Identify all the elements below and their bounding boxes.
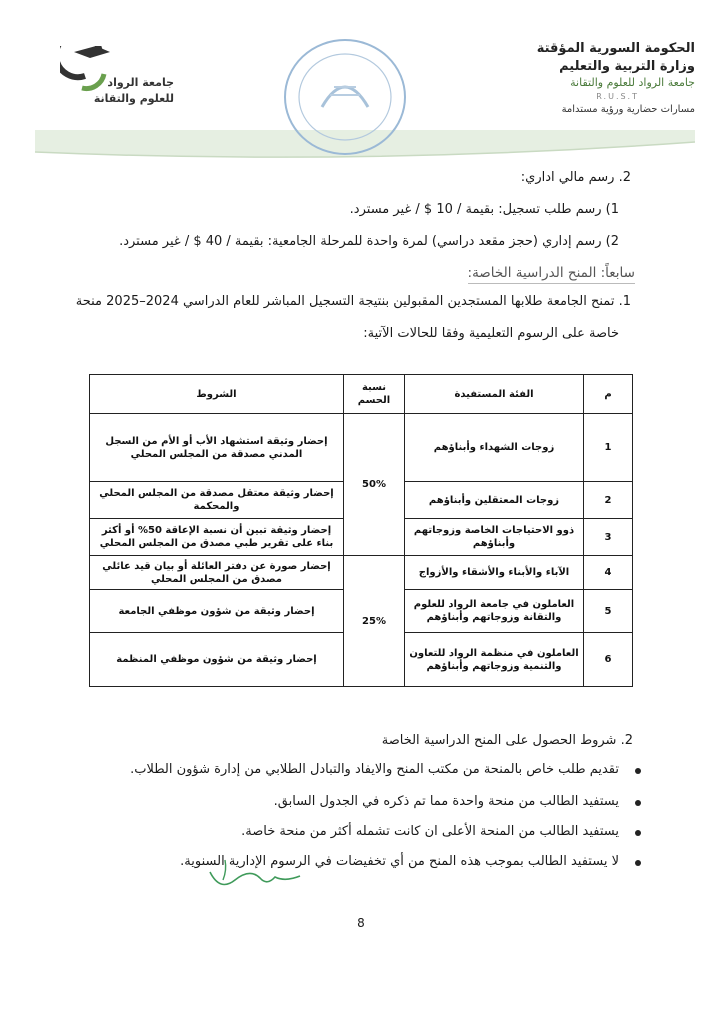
list-item [59, 854, 619, 869]
table-row [90, 414, 633, 482]
bullet-icon [635, 768, 641, 774]
ministry-name: وزارة التربية والتعليم [559, 59, 695, 74]
header-ratio: نسبة الحسم [344, 375, 405, 414]
bullet-icon [635, 800, 641, 806]
scholarship-table [89, 374, 633, 687]
row-category: زوجات المعتقلين وأبناؤهم [405, 482, 584, 519]
row-num: 5 [584, 590, 633, 633]
fee-line-1: 1) رسم طلب تسجيل: بقيمة / 10 $ / غير مسترد. [349, 202, 619, 217]
government-header [425, 40, 695, 117]
conditions-title: 2. شروط الحصول على المنح الدراسية الخاصة [381, 733, 633, 748]
table-header-row [90, 375, 633, 414]
list-item-text: تقديم طلب خاص بالمنحة من مكتب المنح والايفاد والتبادل الطلابي من إدارة شؤون الطلاب. [130, 762, 619, 777]
row-num: 2 [584, 482, 633, 519]
list-item [59, 762, 619, 777]
graduation-cap-icon [60, 46, 110, 96]
row-condition: إحضار وثيقة من شؤون موظفي الجامعة [90, 590, 344, 633]
list-item-text: يستفيد الطالب من منحة واحدة مما تم ذكره في الجدول السابق. [273, 794, 619, 809]
government-name: الحكومة السورية المؤقتة [536, 41, 695, 56]
list-item [59, 794, 619, 809]
ratio-cell: 50% [344, 414, 405, 556]
university-logo [52, 40, 172, 130]
row-condition: إحضار صورة عن دفتر العائلة أو بيان قيد عائلي مصدق من المجلس المحلي [90, 556, 344, 590]
list-item-text: يستفيد الطالب من المنحة الأعلى ان كانت تشمله أكثر من منحة خاصة. [241, 824, 619, 839]
row-condition: إحضار وثيقة تبين أن نسبة الإعاقة 50% أو أكثر بناء على تقرير طبي مصدق من المجلس المحلي [90, 519, 344, 556]
row-category: ذوو الاحتياجات الخاصة وزوجاتهم وأبناؤهم [405, 519, 584, 556]
row-category: العاملون في جامعة الرواد للعلوم والتقانة وزوجاتهم وأبناؤهم [405, 590, 584, 633]
conditions-list [59, 762, 619, 892]
header-category: الفئة المستفيدة [405, 375, 584, 414]
logo-text-line1: جامعة الرواد [107, 76, 174, 89]
header-num: م [584, 375, 633, 414]
row-category: العاملون في منظمة الرواد للتعاون والتنمية وزوجاتهم وأبناؤهم [405, 633, 584, 687]
page-number: 8 [357, 916, 365, 930]
row-condition: إحضار وثيقة استشهاد الأب أو الأم من السجل المدني مصدقة من المجلس المحلي [90, 414, 344, 482]
bullet-icon [635, 830, 641, 836]
header-conditions: الشروط [90, 375, 344, 414]
university-slogan: مسارات حضارية ورؤية مستدامة [561, 104, 695, 115]
ratio-cell: 25% [344, 556, 405, 687]
row-num: 1 [584, 414, 633, 482]
section-paragraph-line2: خاصة على الرسوم التعليمية وفقا للحالات الآتية: [363, 326, 619, 341]
university-name: جامعة الرواد للعلوم والتقانة [570, 76, 695, 89]
fees-number: 2. [618, 170, 631, 185]
list-item [59, 824, 619, 839]
handwritten-signature [205, 852, 315, 892]
row-num: 4 [584, 556, 633, 590]
table-row [90, 556, 633, 590]
row-category: زوجات الشهداء وأبناؤهم [405, 414, 584, 482]
row-num: 3 [584, 519, 633, 556]
section-paragraph-line1: 1. تمنح الجامعة طلابها المستجدين المقبولين بنتيجة التسجيل المباشر للعام الدراسي 2024–2025 منحة [75, 294, 631, 309]
list-item-text: لا يستفيد الطالب بموجب هذه المنح من أي تخفيضات في الرسوم الإدارية السنوية. [180, 854, 619, 869]
fees-title: رسم مالي اداري: [520, 170, 615, 185]
fees-heading [11, 170, 631, 185]
fee-line-2: 2) رسم إداري (حجز مقعد دراسي) لمرة واحدة للمرحلة الجامعية: بقيمة / 40 $ / غير مسترد. [119, 234, 619, 249]
row-condition: إحضار وثيقة معتقل مصدقة من المجلس المحلي والمحكمة [90, 482, 344, 519]
bullet-icon [635, 860, 641, 866]
row-num: 6 [584, 633, 633, 687]
official-seal [282, 37, 408, 157]
row-condition: إحضار وثيقة من شؤون موظفي المنظمة [90, 633, 344, 687]
university-abbrev: R.U.S.T [596, 92, 639, 101]
row-category: الآباء والأبناء والأشقاء والأزواج [405, 556, 584, 590]
logo-text-line2: للعلوم والتقانة [93, 92, 174, 105]
section-title: سابعاً: المنح الدراسية الخاصة: [468, 265, 635, 284]
